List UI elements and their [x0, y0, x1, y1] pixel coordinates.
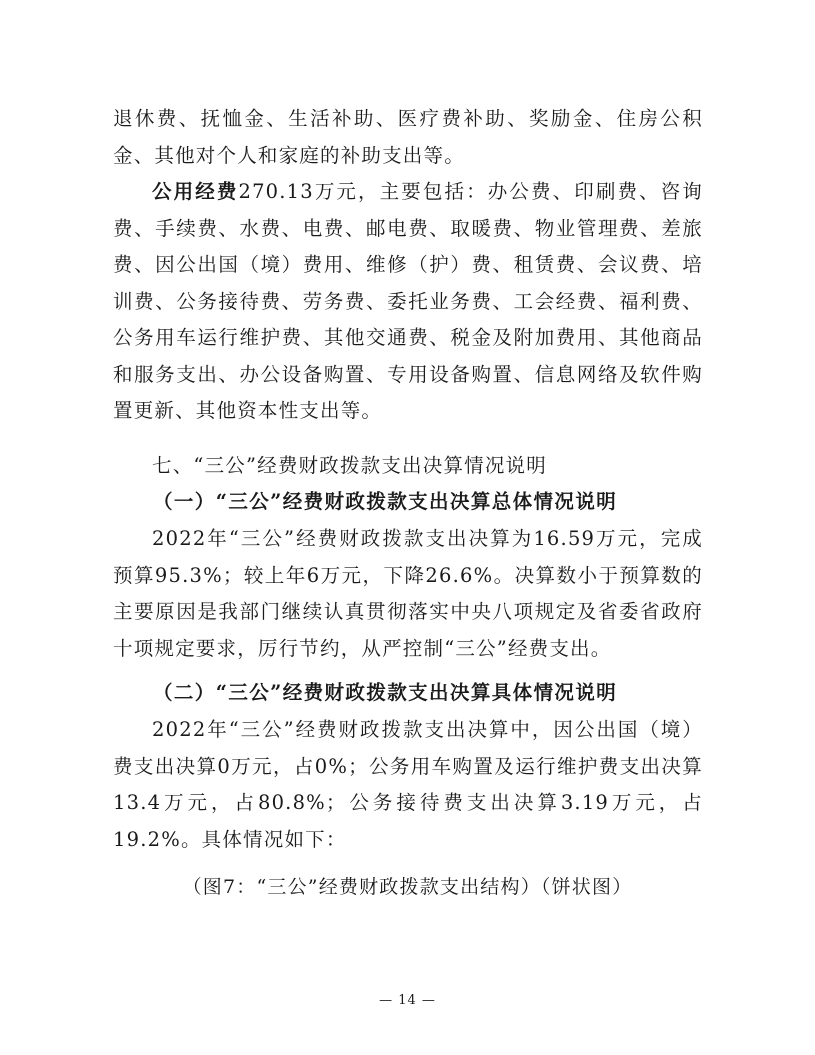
subsection-one-title-block — [113, 484, 703, 521]
subsection-two-paragraph: 2022年“三公”经费财政拨款支出决算中，因公出国（境）费支出决算0万元，占0%；公务用车购置及运行维护费支出决算13.4万元，占80.8%；公务接待费支出决算3.19万元，占19.2%。具体情况如下： — [113, 718, 703, 851]
page-number: — 14 — — [379, 993, 436, 1008]
section-seven-block — [113, 448, 703, 485]
subsection-two-title: （二）“三公”经费财政拨款支出决算具体情况说明 — [153, 681, 618, 704]
subsection-one-paragraph: 2022年“三公”经费财政拨款支出决算为16.59万元，完成预算95.3%；较上年6万元，下降26.6%。决算数小于预算数的主要原因是我部门继续认真贯彻落实中央八项规定及省委省政府十项规定要求，厉行节约，从严控制“三公”经费支出。 — [113, 527, 703, 660]
subsection-one-block — [113, 521, 703, 667]
body-text — [113, 101, 703, 174]
subsection-one-title: （一）“三公”经费财政拨款支出决算总体情况说明 — [153, 490, 618, 513]
public-funds-term: 公用经费 — [152, 180, 239, 203]
subsection-two-title-block — [113, 675, 703, 712]
public-funds-block — [113, 174, 703, 430]
public-funds-paragraph — [113, 174, 703, 430]
subsection-two-block — [113, 712, 703, 858]
public-funds-text: 270.13万元，主要包括：办公费、印刷费、咨询费、手续费、水费、电费、邮电费、取暖费、物业管理费、差旅费、因公出国（境）费用、维修（护）费、租赁费、会议费、培训费、公务接待费、劳务费、委托业务费、工会经费、福利费、公务用车运行维护费、其他交通费、税金及附加费用、其他商品和服务支出、办公设备购置、专用设备购置、信息网络及软件购置更新、其他资本性支出等。 — [113, 180, 703, 422]
intro-continuation-paragraph: 退休费、抚恤金、生活补助、医疗费补助、奖励金、住房公积金、其他对个人和家庭的补助支出等。 — [113, 107, 703, 167]
figure-caption: （图7：“三公”经费财政拨款支出结构）（饼状图） — [182, 876, 633, 898]
section-seven-title: 七、“三公”经费财政拨款支出决算情况说明 — [152, 454, 547, 477]
